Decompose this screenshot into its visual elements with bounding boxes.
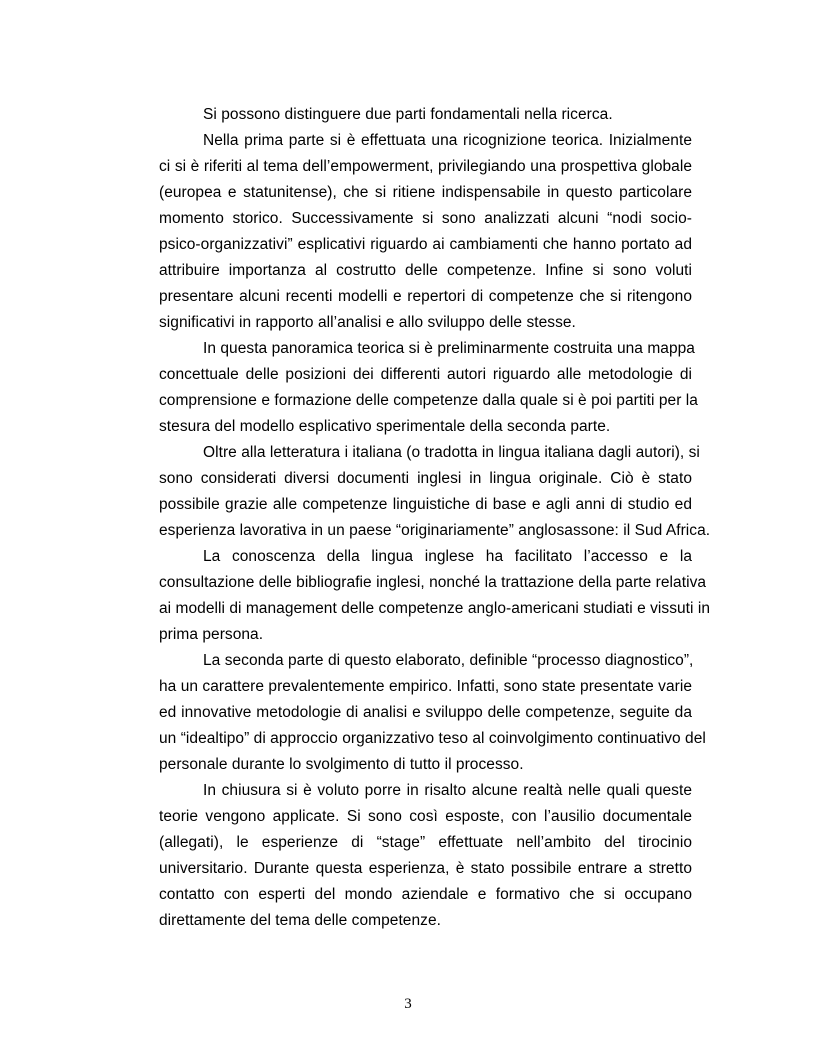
- paragraph-5-line-3: ai modelli di management delle competenze anglo-americani studiati e vissuti in: [159, 600, 711, 617]
- paragraph-5-line-4: prima persona.: [159, 626, 264, 643]
- paragraph-2-line-3: (europea e statunitense), che si ritiene indispensabile in questo particolare: [159, 184, 692, 201]
- paragraph-5-line-1: La conoscenza della lingua inglese ha facilitato l’accesso e la: [203, 548, 692, 565]
- paragraph-7-line-5: contatto con esperti del mondo aziendale e formativo che si occupano: [159, 886, 692, 903]
- paragraph-4-line-2: sono considerati diversi documenti inglesi in lingua originale. Ciò è stato: [159, 470, 692, 487]
- paragraph-3-line-3: comprensione e formazione delle competenze dalla quale si è poi partiti per la: [159, 392, 698, 409]
- paragraph-7-line-6: direttamente del tema delle competenze.: [159, 912, 441, 929]
- paragraph-6-line-1: La seconda parte di questo elaborato, definible “processo diagnostico”,: [203, 652, 694, 669]
- paragraph-7-line-2: teorie vengono applicate. Si sono così esposte, con l’ausilio documentale: [159, 808, 692, 825]
- paragraph-2-line-8: significativi in rapporto all’analisi e allo sviluppo delle stesse.: [159, 314, 576, 331]
- paragraph-2-line-4: momento storico. Successivamente si sono analizzati alcuni “nodi socio-: [159, 210, 692, 227]
- paragraph-7-line-4: universitario. Durante questa esperienza, è stato possibile entrare a stretto: [159, 860, 692, 877]
- paragraph-7-line-3: (allegati), le esperienze di “stage” effettuate nell’ambito del tirocinio: [159, 834, 692, 851]
- page-number: 3: [404, 996, 412, 1012]
- paragraph-3-line-2: concettuale delle posizioni dei differenti autori riguardo alle metodologie di: [159, 366, 692, 383]
- paragraph-2-line-1: Nella prima parte si è effettuata una ricognizione teorica. Inizialmente: [203, 132, 692, 149]
- paragraph-2-line-2: ci si è riferiti al tema dell’empowerment, privilegiando una prospettiva globale: [159, 158, 692, 175]
- paragraph-4-line-4: esperienza lavorativa in un paese “originariamente” anglosassone: il Sud Africa.: [159, 522, 711, 539]
- paragraph-1-line-1: Si possono distinguere due parti fondamentali nella ricerca.: [203, 106, 613, 123]
- paragraph-7-line-1: In chiusura si è voluto porre in risalto alcune realtà nelle quali queste: [203, 782, 692, 799]
- paragraph-4-line-1: Oltre alla letteratura i italiana (o tradotta in lingua italiana dagli autori), si: [203, 444, 700, 461]
- paragraph-3-line-1: In questa panoramica teorica si è preliminarmente costruita una mappa: [203, 340, 695, 357]
- paragraph-6-line-4: un “idealtipo” di approccio organizzativo teso al coinvolgimento continuativo del: [159, 730, 706, 747]
- paragraph-6-line-5: personale durante lo svolgimento di tutto il processo.: [159, 756, 524, 773]
- paragraph-5-line-2: consultazione delle bibliografie inglesi, nonché la trattazione della parte relativa: [159, 574, 707, 591]
- paragraph-2-line-7: presentare alcuni recenti modelli e repertori di competenze che si ritengono: [159, 288, 692, 305]
- paragraph-6-line-2: ha un carattere prevalentemente empirico. Infatti, sono state presentate varie: [159, 678, 692, 695]
- paragraph-2-line-6: attribuire importanza al costrutto delle competenze. Infine si sono voluti: [159, 262, 692, 279]
- paragraph-3-line-4: stesura del modello esplicativo sperimentale della seconda parte.: [159, 418, 611, 435]
- paragraph-2-line-5: psico-organizzativi” esplicativi riguardo ai cambiamenti che hanno portato ad: [159, 236, 692, 253]
- paragraph-6-line-3: ed innovative metodologie di analisi e sviluppo delle competenze, seguite da: [159, 704, 692, 721]
- paragraph-4-line-3: possibile grazie alle competenze linguistiche di base e agli anni di studio ed: [159, 496, 692, 513]
